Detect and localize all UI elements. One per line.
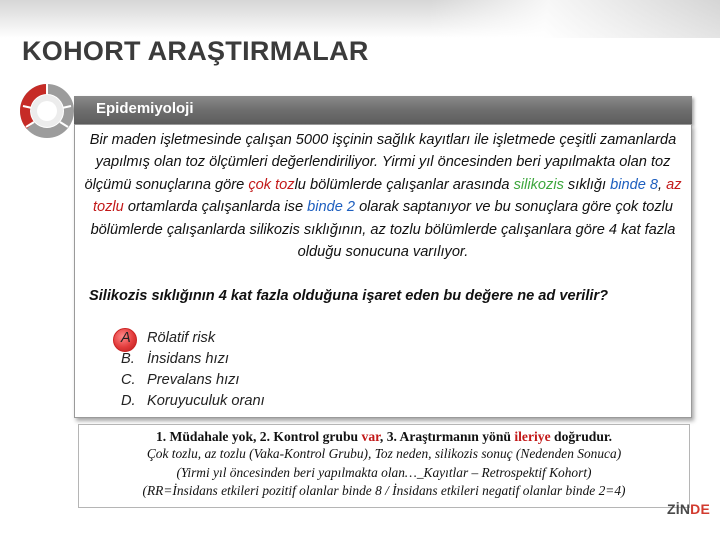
- explanation-line-3: (Yirmi yıl öncesinden beri yapılmakta olan…_Kayıtlar – Retrospektif Kohort): [176, 464, 592, 480]
- section-header-bar: [74, 96, 692, 124]
- note-l1-b: , 3. Araştırmanın yönü: [379, 429, 515, 444]
- option-letter: B.: [121, 351, 135, 367]
- para-cok-toz: çok toz: [248, 176, 295, 193]
- option-b[interactable]: [121, 351, 265, 372]
- explanation-line-1: [79, 429, 689, 445]
- note-l1-a: 1. Müdahale yok, 2. Kontrol grubu: [155, 429, 362, 444]
- option-text: Rölatif risk: [147, 330, 216, 346]
- top-gradient-band: [0, 0, 720, 38]
- question-box: [74, 124, 692, 418]
- brand-part-1: ZİN: [667, 501, 691, 517]
- note-var: var: [361, 429, 380, 444]
- brand-part-2: DE: [690, 501, 711, 517]
- explanation-box: [78, 424, 690, 508]
- section-header-label: Epidemiyoloji: [96, 100, 194, 117]
- option-text: Prevalans hızı: [147, 372, 240, 388]
- option-letter: C.: [121, 372, 136, 388]
- para-part-6: olarak saptanıyor ve bu sonuçlara göre çok tozlu bölümlerde çalışanlarda silikozis sıklığının, az tozlu bölümlerde çalışanlara göre 4 kat fazla olduğu sonucuna varılıyor.: [90, 199, 676, 261]
- brand-logo: [667, 501, 710, 517]
- note-ileriye: ileriye: [514, 429, 551, 444]
- explanation-line-2: Çok tozlu, az tozlu (Vaka-Kontrol Grubu), Toz neden, silikozis sonuç (Nedenden Sonuca): [146, 446, 622, 461]
- option-text: Koruyuculuk oranı: [147, 393, 265, 409]
- progress-ring-icon: [18, 82, 76, 140]
- slide-title: KOHORT ARAŞTIRMALAR: [22, 36, 369, 66]
- option-letter: D.: [121, 393, 136, 409]
- note-l1-c: doğrudur.: [550, 429, 613, 444]
- option-c[interactable]: [121, 372, 265, 393]
- option-letter: A: [121, 330, 131, 346]
- para-az-tozlu: az tozlu: [92, 176, 682, 216]
- para-part-4: ,: [658, 176, 667, 193]
- para-binde-2: binde 2: [307, 199, 356, 216]
- para-silikozis: silikozis: [513, 176, 564, 193]
- question-paragraph: [81, 129, 685, 263]
- para-part-3: sıklığı: [563, 176, 611, 193]
- para-part-2: lu bölümlerde çalışanlar arasında: [294, 176, 514, 193]
- explanation-line-4: (RR=İnsidans etkileri pozitif olanlar binde 8 / İnsidans etkileri negatif olanlar binde 2=4): [142, 483, 626, 498]
- para-binde-8: binde 8: [610, 176, 658, 193]
- option-a[interactable]: [121, 330, 265, 351]
- option-d[interactable]: [121, 393, 265, 414]
- option-text: İnsidans hızı: [147, 351, 229, 367]
- question-text: Silikozis sıklığının 4 kat fazla olduğuna işaret eden bu değere ne ad verilir?: [89, 288, 609, 304]
- para-part-1: Bir maden işletmesinde çalışan 5000 işçinin sağlık kayıtları ile işletmede çeşitli zamanlarda yapılmış olan toz ölçümleri değerlendiriliyor. Yirmi yıl öncesinden beri yapılmakta olan toz ölçümü sonuçlarına göre: [84, 132, 677, 193]
- answer-options: [121, 330, 265, 414]
- para-part-5: ortamlarda çalışanlarda ise: [123, 199, 308, 216]
